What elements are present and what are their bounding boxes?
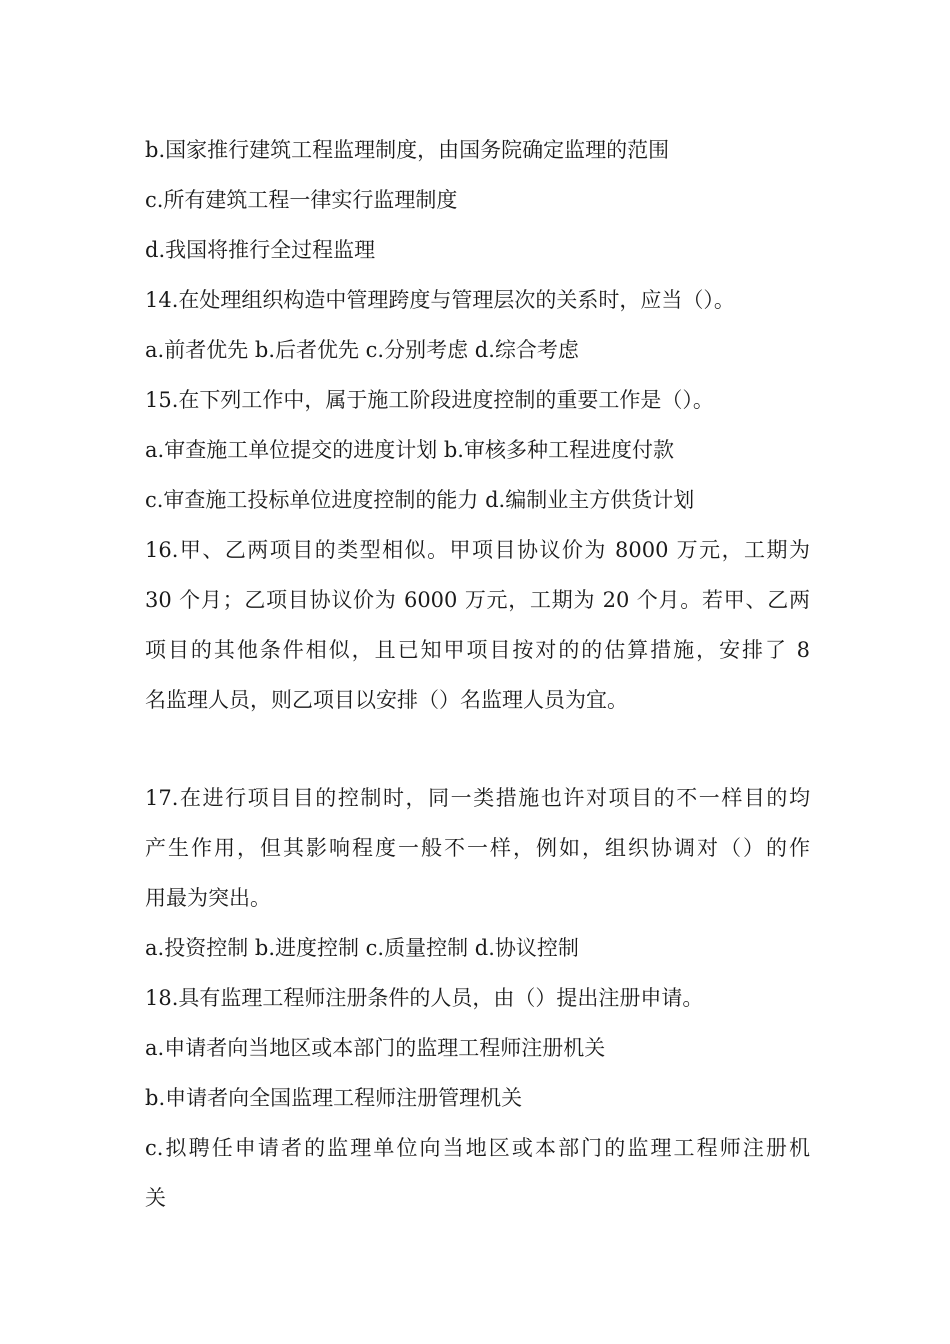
question-17-cont: 用最为突出。 <box>145 886 271 910</box>
question-16: 16.甲、乙两项目的类型相似。甲项目协议价为 8000 万元，工期为 <box>145 538 810 562</box>
option-18c-cont: 关 <box>145 1186 166 1210</box>
option-18c: c.拟聘任申请者的监理单位向当地区或本部门的监理工程师注册机 <box>145 1136 810 1160</box>
question-18: 18.具有监理工程师注册条件的人员，由（）提出注册申请。 <box>145 986 704 1010</box>
text-line: c.所有建筑工程一律实行监理制度 <box>145 188 458 212</box>
options-15-cd: c.审查施工投标单位进度控制的能力 d.编制业主方供货计划 <box>145 488 695 512</box>
question-17: 17.在进行项目目的控制时，同一类措施也许对项目的不一样目的均 <box>145 786 810 810</box>
question-14: 14.在处理组织构造中管理跨度与管理层次的关系时，应当（）。 <box>145 288 735 312</box>
question-16-cont: 30 个月；乙项目协议价为 6000 万元，工期为 20 个月。若甲、乙两 <box>145 588 810 612</box>
question-15: 15.在下列工作中，属于施工阶段进度控制的重要工作是（）。 <box>145 388 714 412</box>
question-16-cont: 名监理人员，则乙项目以安排（）名监理人员为宜。 <box>145 688 628 712</box>
question-17-cont: 产生作用，但其影响程度一般不一样，例如，组织协调对（）的作 <box>145 836 810 860</box>
question-16-cont: 项目的其他条件相似，且已知甲项目按对的的估算措施，安排了 8 <box>145 638 810 662</box>
options-17: a.投资控制 b.进度控制 c.质量控制 d.协议控制 <box>145 936 579 960</box>
option-18a: a.申请者向当地区或本部门的监理工程师注册机关 <box>145 1036 606 1060</box>
options-15-ab: a.审查施工单位提交的进度计划 b.审核多种工程进度付款 <box>145 438 674 462</box>
text-line: b.国家推行建筑工程监理制度，由国务院确定监理的范围 <box>145 138 670 162</box>
text-line: d.我国将推行全过程监理 <box>145 238 376 262</box>
options-14: a.前者优先 b.后者优先 c.分别考虑 d.综合考虑 <box>145 338 579 362</box>
option-18b: b.申请者向全国监理工程师注册管理机关 <box>145 1086 523 1110</box>
